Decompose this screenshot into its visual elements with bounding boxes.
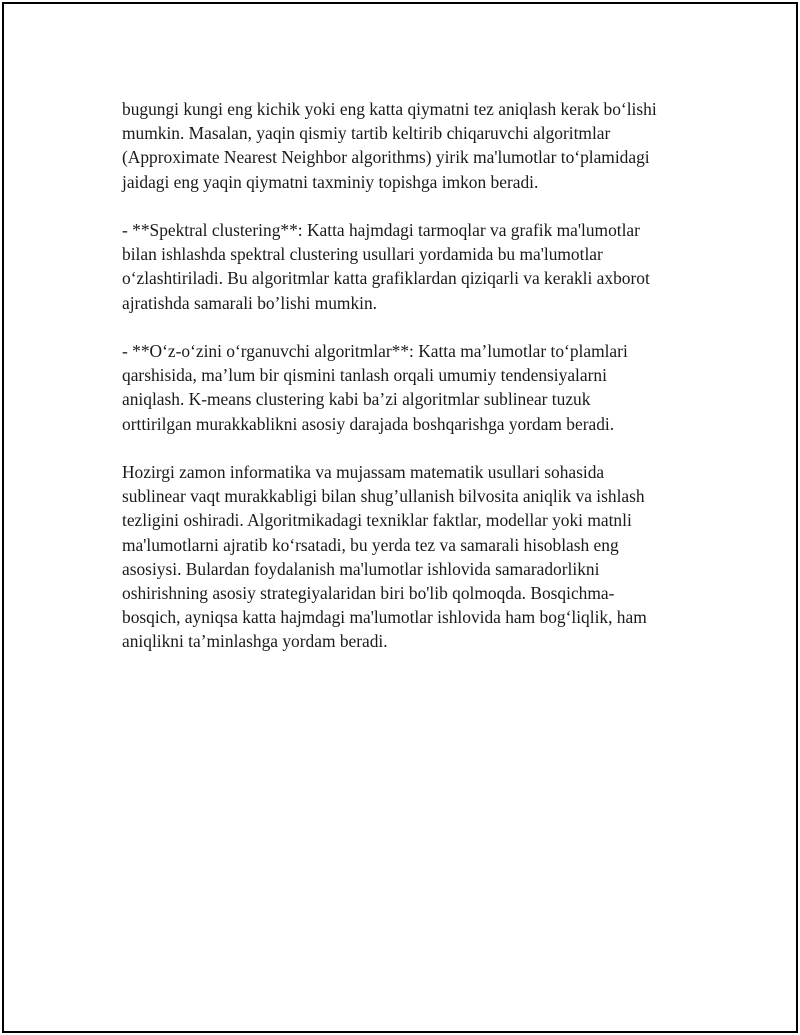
text-line: aniqlikni ta’minlashga yordam beradi. [122, 631, 388, 652]
page-frame [2, 2, 798, 1033]
text-line: bosqich, ayniqsa katta hajmdagi ma'lumotlar ishlovida ham bog‘liqlik, ham [122, 607, 647, 628]
text-line: mumkin. Masalan, yaqin qismiy tartib keltirib chiqaruvchi algoritmlar [122, 123, 611, 144]
paragraph-spectral-clustering [122, 218, 702, 315]
text-line: oshirishning asosiy strategiyalaridan biri bo'lib qolmoqda. Bosqichma- [122, 583, 615, 604]
text-line: - **O‘z-o‘zini o‘rganuvchi algoritmlar**: Katta ma’lumotlar to‘plamlari [122, 341, 628, 361]
text-line: qarshisida, ma’lum bir qismini tanlash orqali umumiy tendensiyalarni [122, 365, 607, 386]
document-body [122, 97, 702, 678]
text-line: o‘zlashtiriladi. Bu algoritmlar katta grafiklardan qiziqarli va kerakli axborot [122, 268, 650, 289]
paragraph-intro [122, 97, 702, 194]
paragraph-self-learning [122, 339, 702, 436]
paragraph-conclusion [122, 460, 702, 654]
text-line: asosiysi. Bulardan foydalanish ma'lumotlar ishlovida samaradorlikni [122, 558, 600, 579]
text-line: ajratishda samarali bo’lishi mumkin. [122, 292, 378, 313]
text-line: orttirilgan murakkablikni asosiy darajada boshqarishga yordam beradi. [122, 413, 615, 434]
text-line: - **Spektral clustering**: Katta hajmdagi tarmoqlar va grafik ma'lumotlar [122, 220, 640, 240]
text-line: (Approximate Nearest Neighbor algorithms) yirik ma'lumotlar to‘plamidagi [122, 147, 650, 168]
text-line: jaidagi eng yaqin qiymatni taxminiy topishga imkon beradi. [122, 171, 539, 192]
text-line: bugungi kungi eng kichik yoki eng katta qiymatni tez aniqlash kerak bo‘lishi [122, 99, 657, 119]
text-line: bilan ishlashda spektral clustering usullari yordamida bu ma'lumotlar [122, 244, 603, 265]
text-line: aniqlash. K-means clustering kabi ba’zi algoritmlar sublinear tuzuk [122, 389, 591, 410]
text-line: Hozirgi zamon informatika va mujassam matematik usullari sohasida [122, 462, 605, 482]
text-line: ma'lumotlarni ajratib ko‘rsatadi, bu yerda tez va samarali hisoblash eng [122, 534, 619, 555]
text-line: tezligini oshiradi. Algoritmikadagi texniklar faktlar, modellar yoki matnli [122, 510, 632, 531]
text-line: sublinear vaqt murakkabligi bilan shug’ullanish bilvosita aniqlik va ishlash [122, 486, 645, 507]
